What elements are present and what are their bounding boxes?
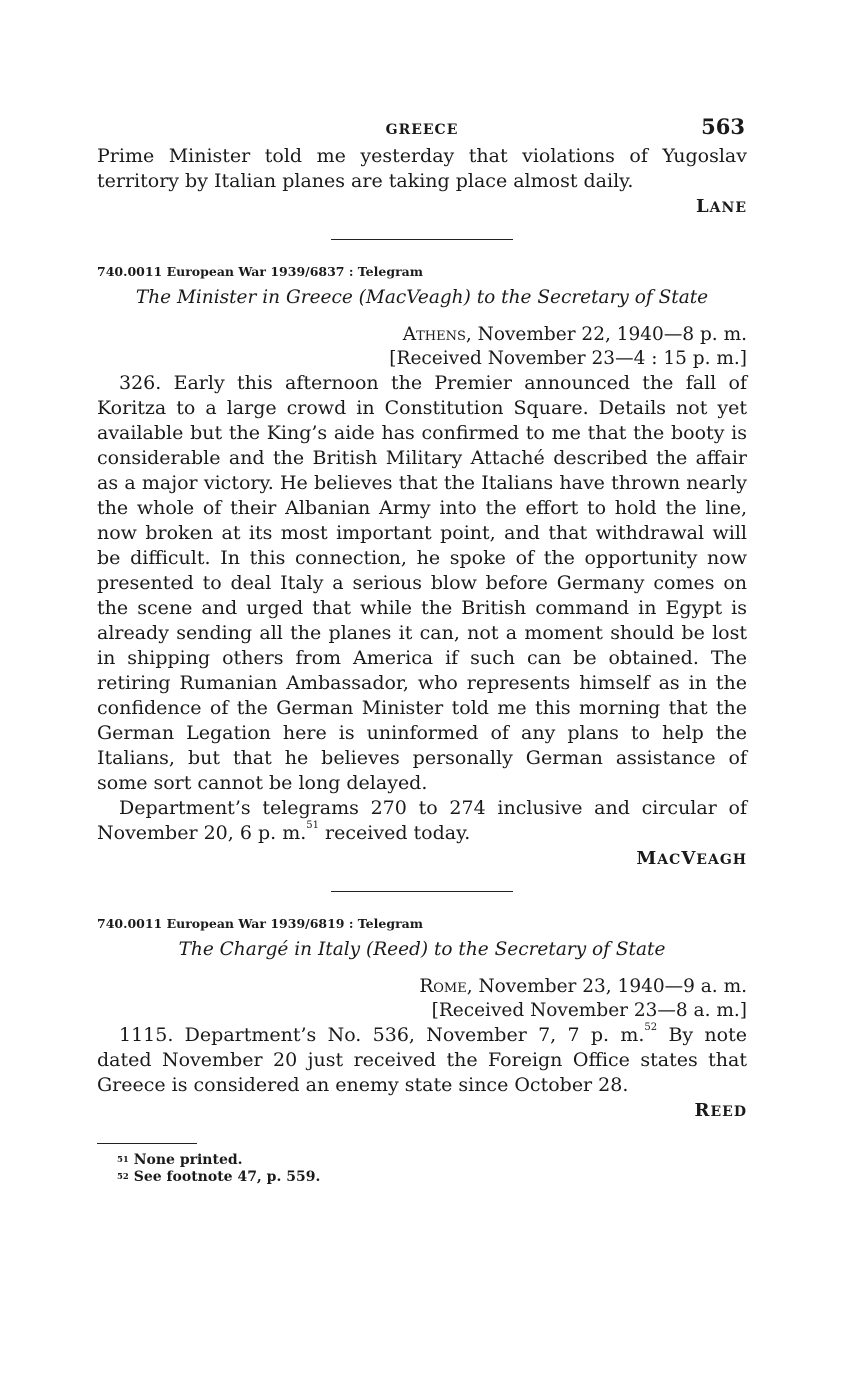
doc1-dateline: [97, 323, 747, 347]
doc1-file-ref: 740.0011 European War 1939/6837 : Telegram: [97, 264, 423, 279]
document-page: [97, 112, 747, 1186]
page-number: 563: [701, 114, 745, 139]
doc1-signature-part: EAGH: [696, 852, 747, 868]
doc1-body-2: [97, 796, 747, 846]
doc1-place: Athens: [402, 324, 466, 345]
doc1-signature-part: AC: [657, 852, 682, 868]
footnote-divider: [97, 1143, 197, 1144]
doc2-signature-initial: R: [694, 1100, 711, 1121]
doc1-body-2-text: Department’s telegrams 270 to 274 inclusive and circular of November 20, 6 p. m.: [97, 797, 747, 844]
doc1-signature-part: M: [636, 848, 658, 869]
doc1-signature-part: V: [681, 848, 697, 869]
footnote: [97, 1152, 747, 1169]
doc1-body-2-end: received today.: [319, 822, 471, 844]
doc2-body: [97, 1023, 747, 1098]
footnote-mark: 52: [117, 1172, 129, 1182]
doc2-file-ref: 740.0011 European War 1939/6819 : Telegram: [97, 916, 423, 931]
footnote-text: See footnote 47, p. 559.: [133, 1169, 321, 1185]
intro-signature-rest: ANE: [709, 200, 747, 216]
doc2-signature: [97, 1100, 747, 1121]
intro-paragraph: Prime Minister told me yesterday that violations of Yugoslav territory by Italian planes are taking place almost daily.: [97, 145, 747, 192]
section-divider: [331, 891, 513, 892]
doc2-place: Rome: [419, 976, 467, 997]
section-divider: [331, 239, 513, 240]
doc1-title: The Minister in Greece (MacVeagh) to the Secretary of State: [135, 287, 709, 308]
doc2-body-end: By note dated November 20 just received the Foreign Office states that Greece is considered an enemy state since October 28.: [97, 1024, 747, 1096]
footnote-ref-52: 52: [644, 1022, 658, 1033]
intro-signature: [97, 196, 747, 217]
footnote: [97, 1169, 747, 1186]
intro-signature-initial: L: [696, 196, 710, 217]
doc2-received: [Received November 23—8 a. m.]: [431, 1000, 747, 1021]
doc2-signature-rest: EED: [710, 1104, 747, 1120]
footnote-text: None printed.: [133, 1152, 243, 1168]
footnote-mark: 51: [117, 1155, 129, 1165]
doc2-date-sent: , November 23, 1940—9 a. m.: [466, 976, 747, 997]
doc2-title: The Chargé in Italy (Reed) to the Secretary of State: [178, 939, 666, 960]
doc1-signature: [97, 848, 747, 869]
doc1-date-sent: , November 22, 1940—8 p. m.: [465, 324, 747, 345]
doc2-body-text: 1115. Department’s No. 536, November 7, 7 p. m.: [119, 1024, 645, 1046]
running-header: [97, 112, 747, 144]
doc2-dateline: [97, 975, 747, 999]
running-title: GREECE: [385, 122, 459, 138]
doc1-body: 326. Early this afternoon the Premier announced the fall of Koritza to a large crowd in Constitution Square. Details not yet available but the King’s aide has confirmed to me that the booty is considerable and the British Military Attaché described the affair as a major victory. He believes that the Italians have thrown nearly the whole of their Albanian Army into the effort to hold the line, now broken at its most important point, and that withdrawal will be difficult. In this connection, he spoke of the opportunity now presented to deal Italy a serious blow before Germany comes on the scene and urged that while the British command in Egypt is already sending all the planes it can, not a moment should be lost in shipping others from America if such can be obtained. The retiring Rumanian Ambassador, who represents himself as in the confidence of the German Minister told me this morning that the German Legation here is uninformed of any plans to help the Italians, but that he believes personally German assistance of some sort cannot be long delayed.: [97, 372, 747, 794]
doc1-received: [Received November 23—4 : 15 p. m.]: [389, 348, 747, 369]
footnote-ref-51: 51: [306, 820, 320, 831]
